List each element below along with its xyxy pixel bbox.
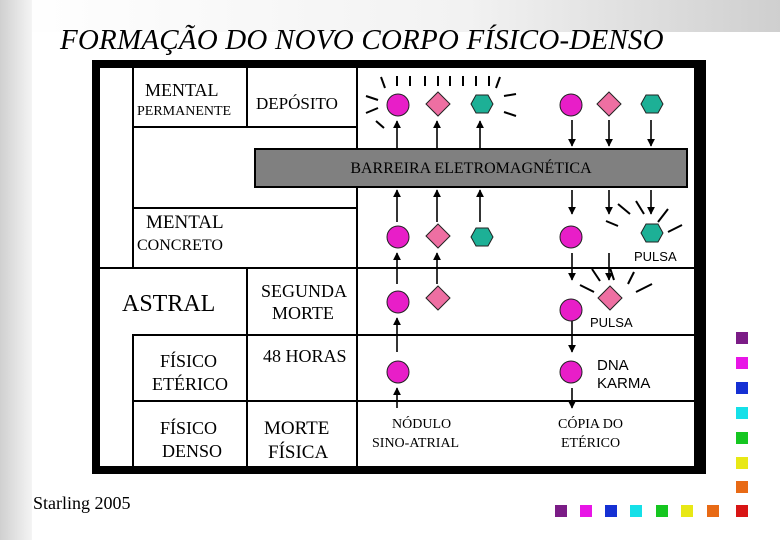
label-copia-1: CÓPIA DO (558, 417, 623, 432)
circle-symbol (560, 94, 582, 116)
decor-square (630, 505, 642, 517)
label-deposito: DEPÓSITO (256, 94, 338, 113)
label-mental-concreto-2: CONCRETO (137, 237, 223, 254)
circle-symbol (387, 94, 409, 116)
diamond-symbol (426, 224, 450, 248)
credit-text: Starling 2005 (33, 493, 131, 513)
label-fisico-eterico-2: ETÉRICO (152, 374, 228, 394)
decor-square (736, 505, 748, 517)
label-mental-permanente-2: PERMANENTE (137, 104, 232, 119)
arrows (397, 120, 651, 408)
circle-symbol (560, 299, 582, 321)
decor-square (707, 505, 719, 517)
circle-symbol (387, 226, 409, 248)
label-karma: KARMA (597, 375, 651, 392)
decor-square (681, 505, 693, 517)
decor-square (736, 457, 748, 469)
label-segunda-morte-2: MORTE (272, 303, 334, 323)
barrier-label: BARREIRA ELETROMAGNÉTICA (350, 160, 592, 177)
label-mental-permanente-1: MENTAL (145, 80, 219, 100)
diamond-symbol (426, 286, 450, 310)
label-nodulo-1: NÓDULO (392, 417, 452, 432)
decor-square (580, 505, 592, 517)
hexagon-symbol (641, 95, 663, 113)
hexagon-symbol (471, 228, 493, 246)
circle-symbol (387, 361, 409, 383)
diamond-symbol (597, 92, 621, 116)
diamond-symbol (426, 92, 450, 116)
diamond-symbol (598, 286, 622, 310)
decor-square (736, 382, 748, 394)
hexagon-symbol (471, 95, 493, 113)
label-astral: ASTRAL (122, 291, 216, 317)
label-dna: DNA (597, 357, 629, 374)
label-fisico-denso-1: FÍSICO (160, 418, 218, 438)
decor-square (736, 432, 748, 444)
label-pulsa: PULSA (634, 249, 677, 264)
label-copia-2: ETÉRICO (561, 436, 621, 451)
decor-square (736, 332, 748, 344)
label-pulsa-2: PULSA (590, 315, 633, 330)
rays-pulsa-2 (580, 268, 652, 292)
label-segunda-morte-1: SEGUNDA (261, 281, 348, 301)
hexagon-symbol (641, 224, 663, 242)
decor-square (555, 505, 567, 517)
label-fisico-denso-2: DENSO (162, 441, 223, 461)
label-48-horas: 48 HORAS (263, 346, 347, 366)
decor-square (736, 407, 748, 419)
decor-square (605, 505, 617, 517)
decor-square (736, 357, 748, 369)
circle-symbol (560, 226, 582, 248)
circle-symbol (560, 361, 582, 383)
label-fisico-eterico-1: FÍSICO (160, 351, 218, 371)
circle-symbol (387, 291, 409, 313)
decor-square (736, 481, 748, 493)
label-morte-fisica-1: MORTE (264, 418, 330, 439)
label-morte-fisica-2: FÍSICA (268, 442, 329, 463)
slide-title: FORMAÇÃO DO NOVO CORPO FÍSICO-DENSO (60, 24, 664, 56)
label-mental-concreto-1: MENTAL (146, 212, 224, 233)
label-nodulo-2: SINO-ATRIAL (372, 436, 460, 451)
decor-square (656, 505, 668, 517)
